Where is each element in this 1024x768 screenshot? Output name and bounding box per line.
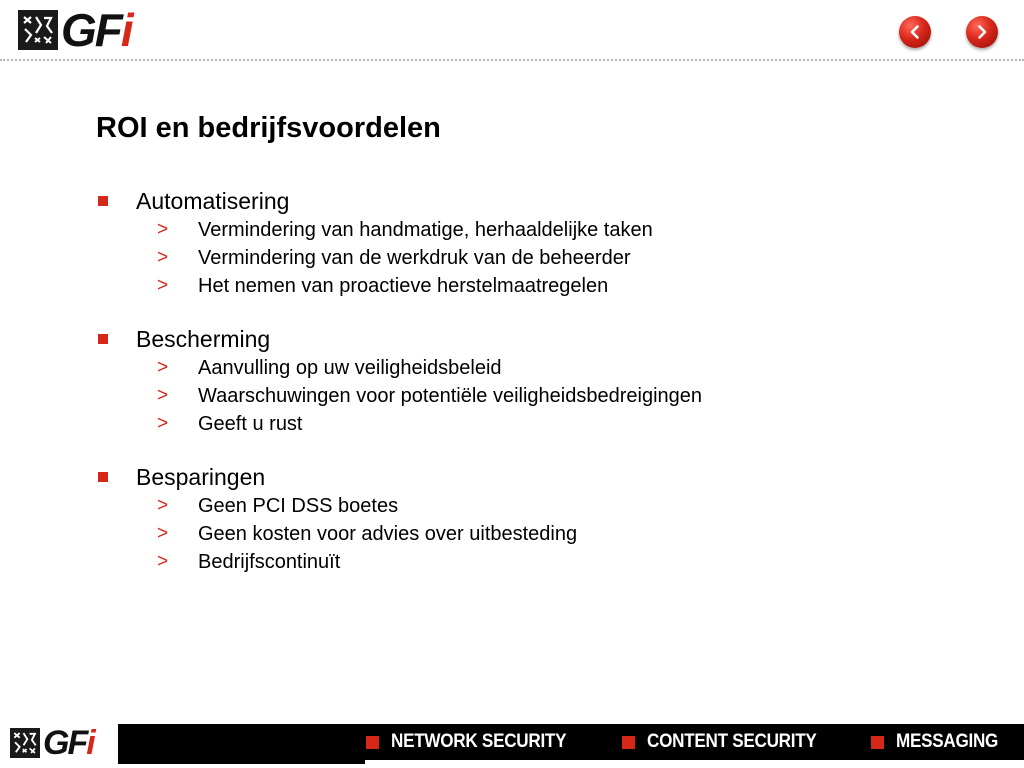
- gfi-logo: [18, 4, 132, 56]
- list-item-text: Geeft u rust: [198, 412, 303, 435]
- list-item: [98, 354, 958, 382]
- footer-item-content-security: [622, 731, 835, 753]
- logo-letter-f: F: [67, 724, 87, 762]
- square-bullet-icon: [622, 736, 635, 749]
- section-heading: Besparingen: [136, 463, 266, 490]
- list-item-text: Het nemen van proactieve herstelmaatregelen: [198, 274, 609, 297]
- list-item-text: Vermindering van de werkdruk van de beheerder: [198, 246, 631, 269]
- bullet-list: [98, 186, 958, 600]
- section-heading: Bescherming: [136, 325, 271, 352]
- footer-bar-accent: [118, 760, 365, 764]
- list-item: [98, 492, 958, 520]
- list-item: [98, 520, 958, 548]
- gfi-wordmark: [43, 726, 94, 760]
- chevron-right-icon: [974, 24, 990, 40]
- section-automatisering: [98, 186, 958, 300]
- gfi-emblem-icon: [18, 10, 58, 50]
- caret-bullet-icon: >: [157, 495, 169, 516]
- header-divider: [0, 59, 1024, 61]
- caret-bullet-icon: >: [157, 219, 169, 240]
- footer-item-network-security: [366, 731, 586, 753]
- slide-title: ROI en bedrijfsvoordelen: [96, 112, 441, 144]
- section-bescherming: [98, 324, 958, 438]
- square-bullet-icon: [366, 736, 379, 749]
- list-item: [98, 244, 958, 272]
- list-item-text: Aanvulling op uw veiligheidsbeleid: [198, 356, 502, 379]
- footer-item-messaging: [871, 731, 1009, 753]
- gfi-wordmark: [61, 4, 132, 56]
- footer-item-label: MESSAGING: [896, 731, 999, 752]
- section-heading-row: [98, 462, 958, 492]
- caret-bullet-icon: >: [157, 551, 169, 572]
- list-item-text: Bedrijfscontinuït: [198, 550, 341, 573]
- list-item-text: Geen PCI DSS boetes: [198, 494, 399, 517]
- chevron-left-icon: [907, 24, 923, 40]
- caret-bullet-icon: >: [157, 247, 169, 268]
- next-slide-button[interactable]: [966, 16, 998, 48]
- caret-bullet-icon: >: [157, 357, 169, 378]
- list-item: [98, 548, 958, 576]
- footer-item-label: NETWORK SECURITY: [391, 731, 567, 752]
- square-bullet-icon: [98, 196, 108, 206]
- square-bullet-icon: [871, 736, 884, 749]
- footer-gfi-logo: [10, 726, 94, 760]
- list-item: [98, 272, 958, 300]
- previous-slide-button[interactable]: [899, 16, 931, 48]
- logo-letter-i: i: [120, 4, 132, 56]
- list-item: [98, 382, 958, 410]
- logo-letter-i: i: [86, 724, 94, 762]
- list-item: [98, 410, 958, 438]
- section-besparingen: [98, 462, 958, 576]
- section-heading-row: [98, 324, 958, 354]
- section-heading: Automatisering: [136, 187, 290, 214]
- caret-bullet-icon: >: [157, 413, 169, 434]
- logo-letter-g: G: [61, 4, 95, 56]
- list-item: [98, 216, 958, 244]
- caret-bullet-icon: >: [157, 523, 169, 544]
- list-item-text: Geen kosten voor advies over uitbesteding: [198, 522, 578, 545]
- logo-letter-g: G: [43, 724, 68, 762]
- logo-letter-f: F: [94, 4, 121, 56]
- caret-bullet-icon: >: [157, 275, 169, 296]
- caret-bullet-icon: >: [157, 385, 169, 406]
- square-bullet-icon: [98, 472, 108, 482]
- list-item-text: Waarschuwingen voor potentiële veiligheidsbedreigingen: [198, 384, 703, 407]
- footer-item-label: CONTENT SECURITY: [646, 731, 817, 752]
- square-bullet-icon: [98, 334, 108, 344]
- list-item-text: Vermindering van handmatige, herhaaldelijke taken: [198, 218, 653, 241]
- footer-product-list: [366, 724, 1010, 760]
- gfi-emblem-icon: [10, 728, 40, 758]
- section-heading-row: [98, 186, 958, 216]
